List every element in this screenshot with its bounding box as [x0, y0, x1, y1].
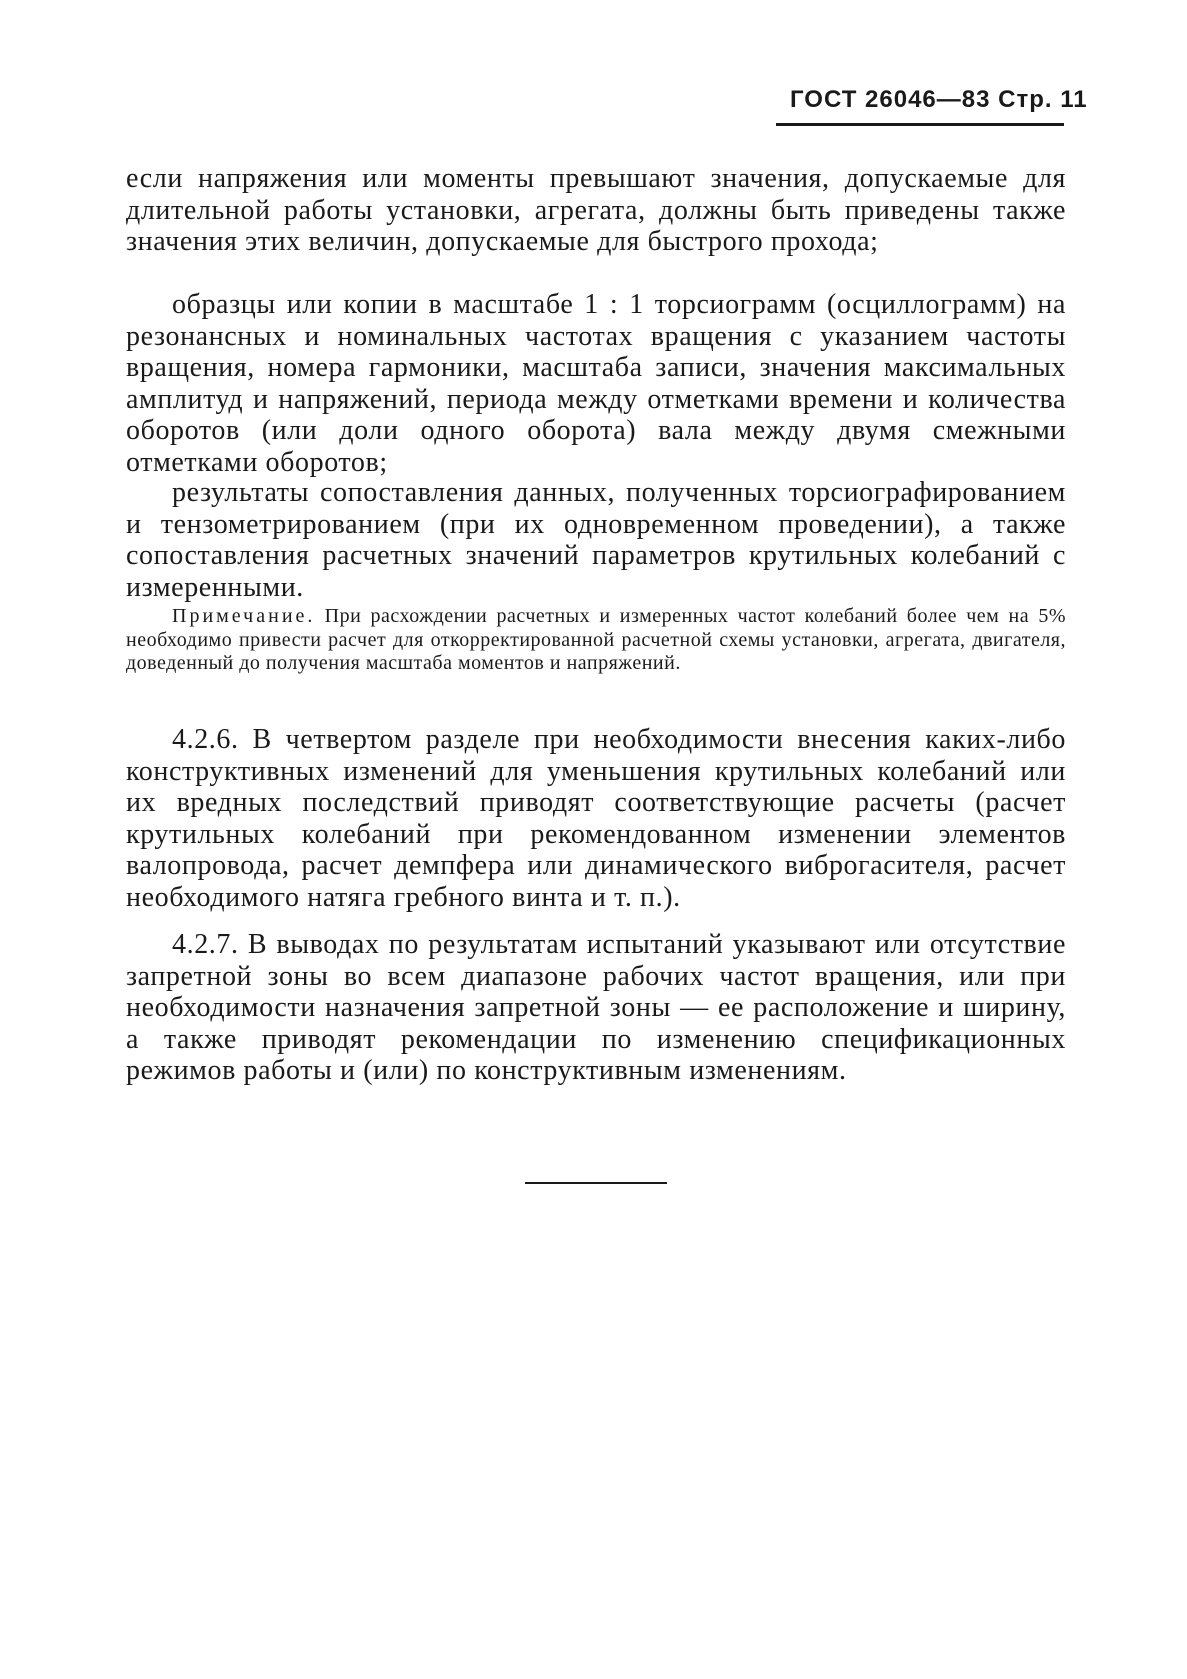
header-underline [776, 123, 1064, 126]
note-label: Примечание. [172, 605, 316, 627]
section-4-2-6: 4.2.6. В четвертом разделе при необходимости внесения каких-либо конструктивных изменений для уменьшения крутильных колебаний или их вредных последствий приводят соответствующие расчеты (расчет крутильных колебаний при рекомендованном изменении элементов валопровода, расчет демпфера или динамического виброгасителя, расчет необходимого натяга гребного винта и т. п.). [126, 724, 1066, 913]
paragraph-samples: образцы или копии в масштабе 1 : 1 торсиограмм (осциллограмм) на резонансных и номинальных частотах вращения с указанием частоты вращения, номера гармоники, масштаба записи, значения максимальных амплитуд и напряжений, периода между отметками времени и количества оборотов (или доли одного оборота) вала между двумя смежными отметками оборотов; [126, 289, 1066, 478]
section-4-2-7: 4.2.7. В выводах по результатам испытаний указывают или отсутствие запретной зоны во всем диапазоне рабочих частот вращения, или при необходимости назначения запретной зоны — ее расположение и ширину, а также приводят рекомендации по изменению спецификационных режимов работы и (или) по конструктивным изменениям. [126, 929, 1066, 1086]
note-block [126, 605, 1066, 676]
page-header: ГОСТ 26046—83 Стр. 11 [790, 86, 1088, 113]
paragraph-comparison: результаты сопоставления данных, полученных торсиографированием и тензометрированием (при их одновременном проведении), а также сопоставления расчетных значений параметров крутильных колебаний с измеренными. [126, 477, 1066, 603]
paragraph-continuation: если напряжения или моменты превышают значения, допускаемые для длительной работы установки, агрегата, должны быть приведены также значения этих величин, допускаемые для быстрого прохода; [126, 163, 1066, 257]
end-separator-line [525, 1182, 667, 1184]
note-text: При расхождении расчетных и измеренных частот колебаний более чем на 5% необходимо привести расчет для откорректированной расчетной схемы установки, агрегата, двигателя, доведенный до получения масштаба моментов и напряжений. [126, 605, 1066, 674]
